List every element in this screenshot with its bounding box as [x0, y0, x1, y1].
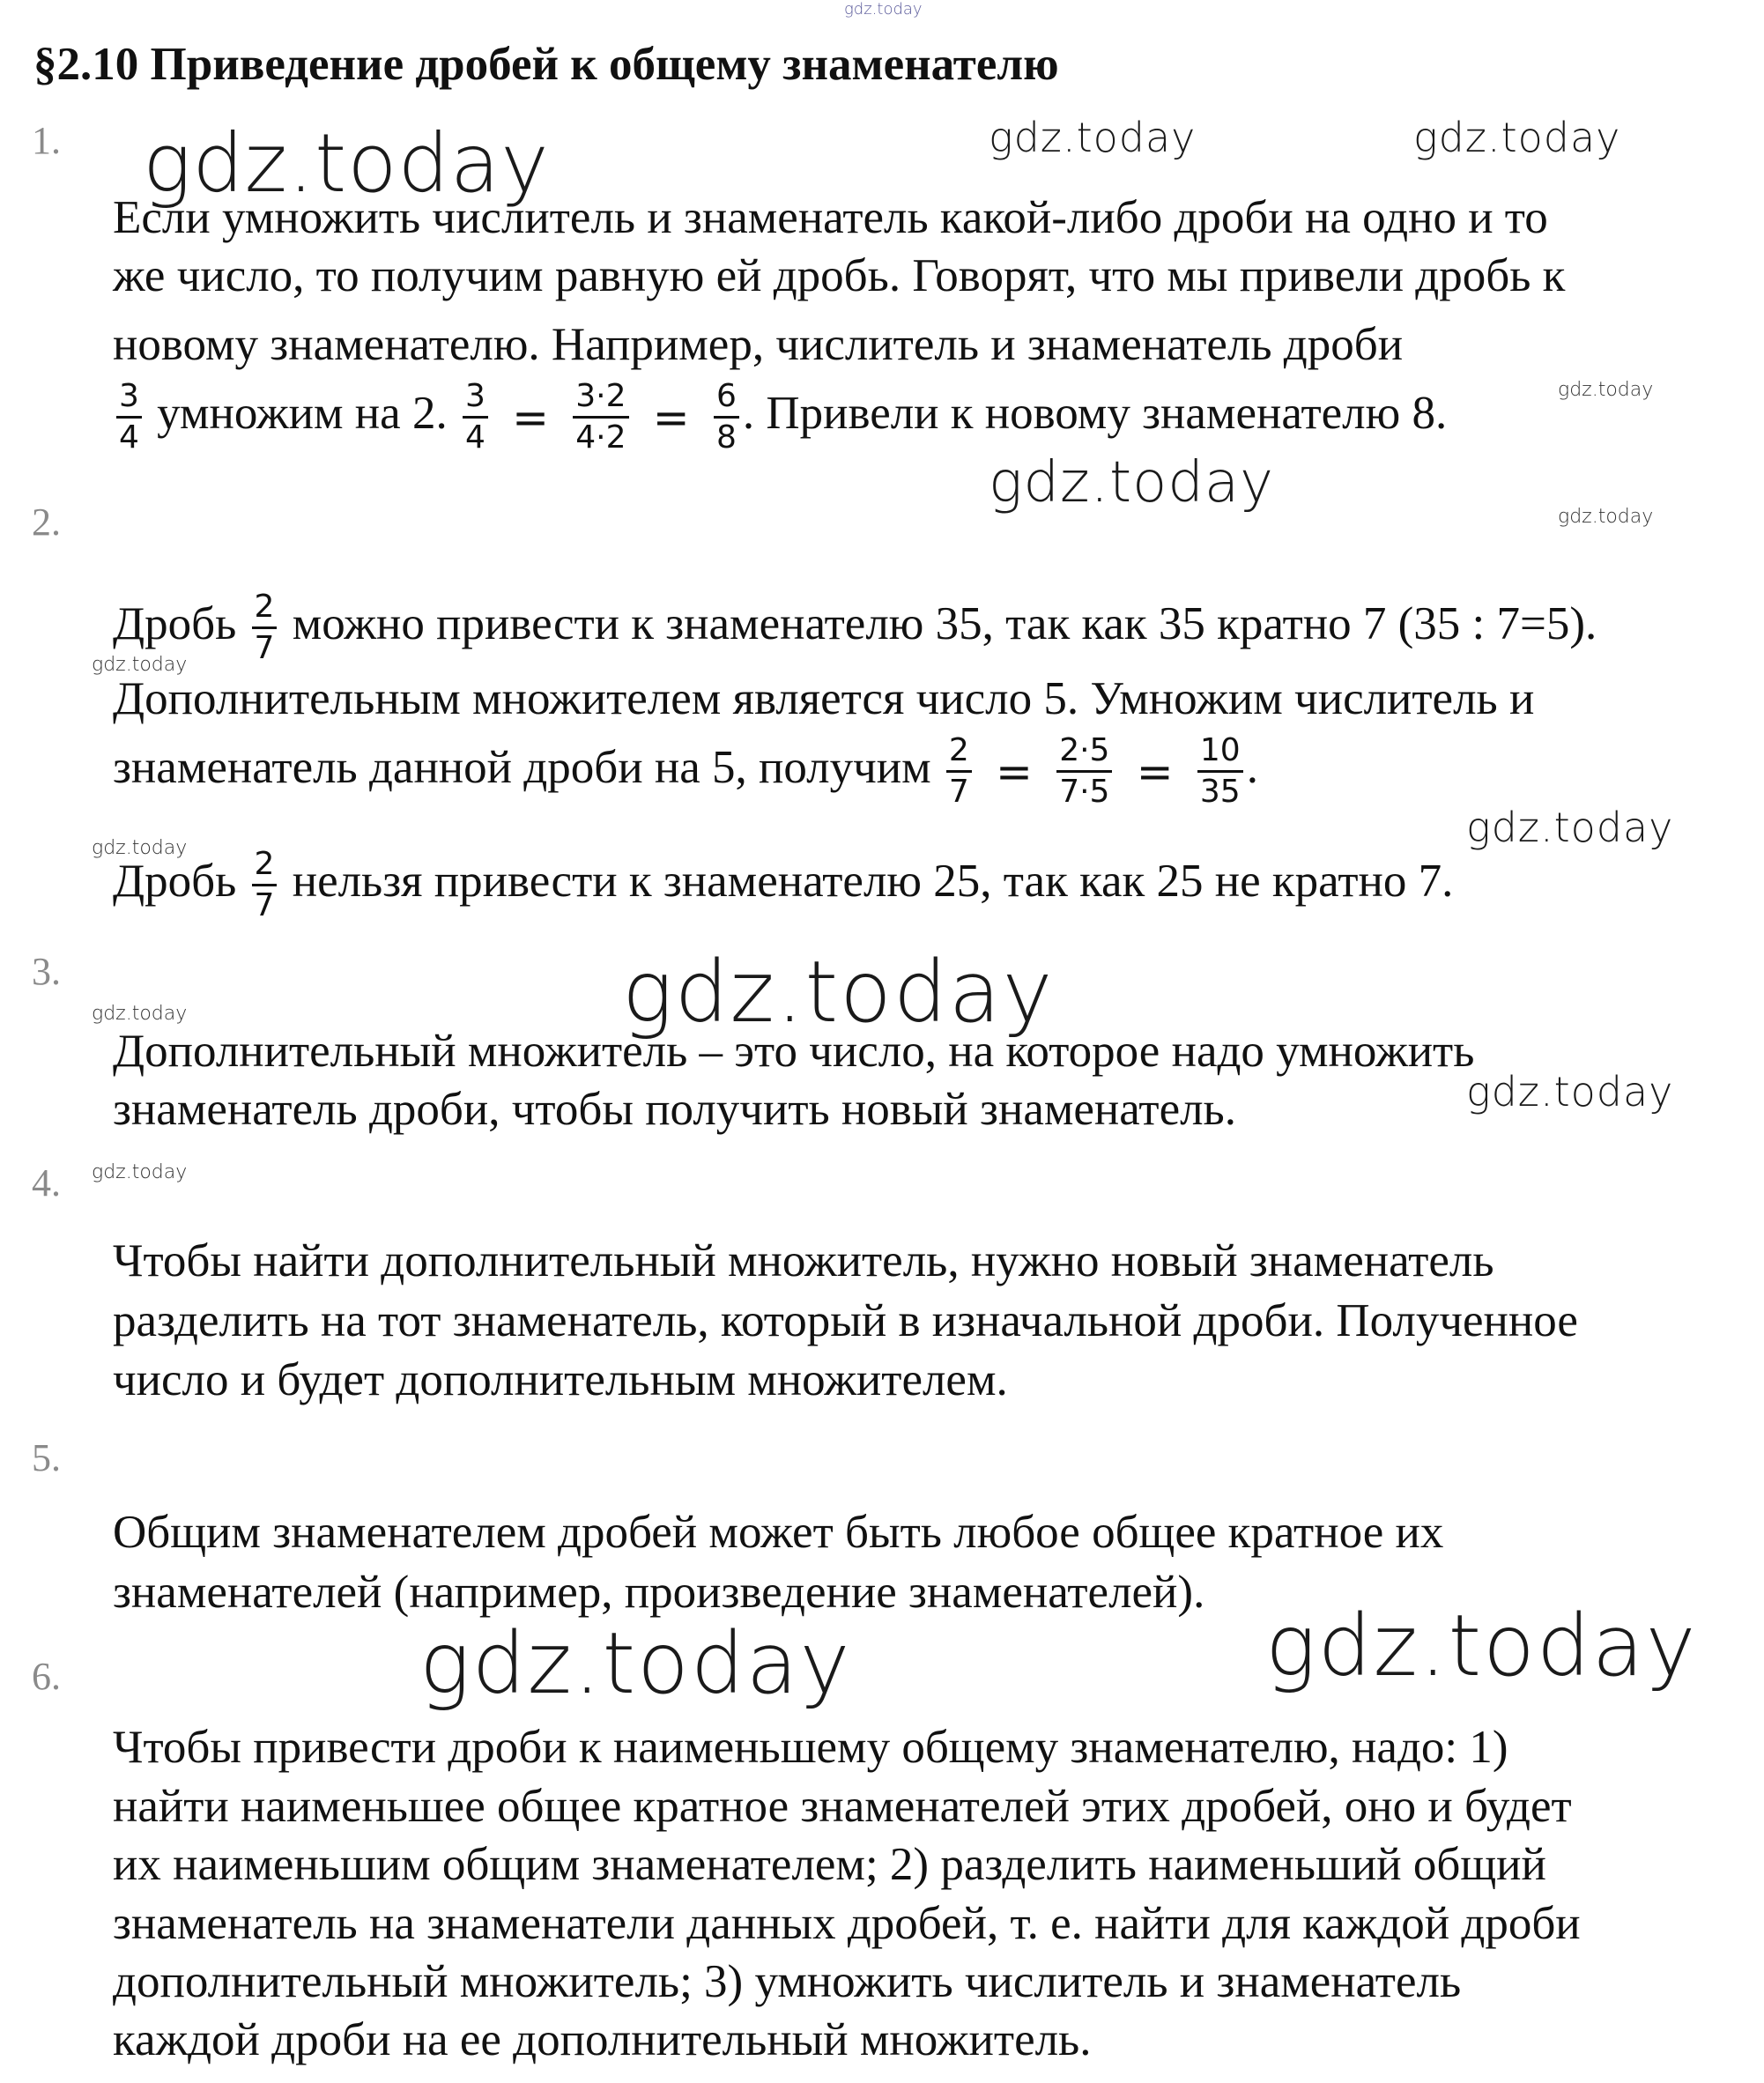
item-2-drob-text-2: Дробь [113, 856, 237, 907]
item-2-text-3: знаменатель данной дроби на 5, получим [113, 742, 931, 793]
watermark-text: gdz.today [143, 116, 550, 211]
item-6-line-1: Чтобы привести дроби к наименьшему общему знаменателю, надо: 1) [113, 1722, 1508, 1773]
item-4-line-2: разделить на тот знаменатель, который в изначальной дроби. Полученное [113, 1295, 1578, 1346]
item-3-line-1: Дополнительный множитель – это число, на которое надо умножить [113, 1026, 1475, 1077]
item-6-line-4: знаменатель на знаменатели данных дробей, т. е. найти для каждой дроби [113, 1898, 1581, 1949]
item-1-line-2: же число, то получим равную ей дробь. Говорят, что мы привели дробь к [113, 250, 1566, 301]
fraction-3-4: $\frac{3}{4}$ [116, 379, 142, 456]
item-6-line-2: найти наименьшее общее кратное знаменателей этих дробей, оно и будет [113, 1781, 1572, 1832]
watermark-text: gdz.today [1265, 1597, 1698, 1695]
watermark-text: gdz.today [419, 1614, 852, 1713]
fraction-10-35: $\frac{10}{35}$ [1197, 733, 1243, 810]
watermark-text: gdz.today [1466, 804, 1674, 851]
item-2-dot: . [1246, 742, 1258, 793]
fraction-2-7-c: $\frac{2}{7}$ [252, 847, 278, 923]
watermark-top: gdz.today [844, 0, 923, 19]
fraction-6-8: $\frac{6}{8}$ [714, 379, 739, 456]
item-5-line-2: знаменателей (например, произведение знаменателей). [113, 1567, 1205, 1618]
item-2-drob-text: Дробь [113, 598, 237, 649]
watermark-text: gdz.today [92, 654, 188, 676]
fraction-2x5-7x5: $\frac{2\cdot 5}{7\cdot 5}$ [1056, 733, 1112, 810]
fraction-2-7-b: $\frac{2}{7}$ [946, 733, 972, 810]
watermark-text: gdz.today [1558, 379, 1654, 401]
equals-sign: = [996, 745, 1033, 797]
watermark-text: gdz.today [1466, 1068, 1674, 1116]
item-5-number: 5. [32, 1436, 61, 1479]
item-1-multiply-text: умножим на 2. [157, 388, 448, 439]
watermark-text: gdz.today [1558, 506, 1654, 528]
item-2-line-2: Дополнительным множителем является число 5. Умножим числитель и [113, 673, 1535, 724]
equals-sign: = [652, 391, 690, 443]
item-6-line-5: дополнительный множитель; 3) умножить числитель и знаменатель [113, 1956, 1462, 2007]
item-1-end-text: . Привели к новому знаменателю 8. [742, 388, 1448, 439]
fraction-3-4-repeat: $\frac{3}{4}$ [463, 379, 488, 456]
watermark-text: gdz.today [92, 1161, 188, 1183]
equals-sign: = [512, 391, 550, 443]
item-6-number: 6. [32, 1655, 61, 1698]
watermark-text: gdz.today [989, 450, 1274, 515]
page-title: §2.10 Приведение дробей к общему знаменателю [33, 39, 1059, 90]
item-2-text-1: можно привести к знаменателю 35, так как 35 кратно 7 (35 : 7=5). [292, 598, 1597, 649]
equals-sign: = [1136, 745, 1174, 797]
watermark-text: gdz.today [1413, 114, 1621, 161]
item-1-line-4 [113, 374, 1447, 457]
item-2-number: 2. [32, 500, 61, 544]
watermark-text: gdz.today [989, 114, 1197, 161]
item-2-line-1 [113, 583, 1597, 666]
item-4-line-3: число и будет дополнительным множителем. [113, 1354, 1008, 1405]
fraction-3x2-4x2: $\frac{3\cdot 2}{4\cdot 2}$ [573, 379, 628, 456]
watermark-text: gdz.today [92, 837, 188, 859]
watermark-text: gdz.today [622, 943, 1055, 1042]
item-6-line-6: каждой дроби на ее дополнительный множитель. [113, 2014, 1092, 2065]
fraction-2-7: $\frac{2}{7}$ [252, 589, 278, 666]
item-4-line-1: Чтобы найти дополнительный множитель, нужно новый знаменатель [113, 1235, 1494, 1286]
item-2-text-4: нельзя привести к знаменателю 25, так как 25 не кратно 7. [292, 856, 1454, 907]
item-1-line-3: новому знаменателю. Например, числитель и знаменатель дроби [113, 319, 1404, 370]
item-3-number: 3. [32, 950, 61, 993]
item-6-line-3: их наименьшим общим знаменателем; 2) разделить наименьший общий [113, 1839, 1546, 1890]
item-1-number: 1. [32, 119, 61, 162]
item-4-number: 4. [32, 1161, 61, 1205]
watermark-text: gdz.today [92, 1003, 188, 1025]
item-3-line-2: знаменатель дроби, чтобы получить новый знаменатель. [113, 1084, 1236, 1135]
item-5-line-1: Общим знаменателем дробей может быть любое общее кратное их [113, 1507, 1444, 1558]
item-2-line-3 [113, 728, 1258, 812]
item-1-line-1: Если умножить числитель и знаменатель какой-либо дроби на одно и то [113, 192, 1548, 243]
item-2-line-4 [113, 841, 1453, 923]
